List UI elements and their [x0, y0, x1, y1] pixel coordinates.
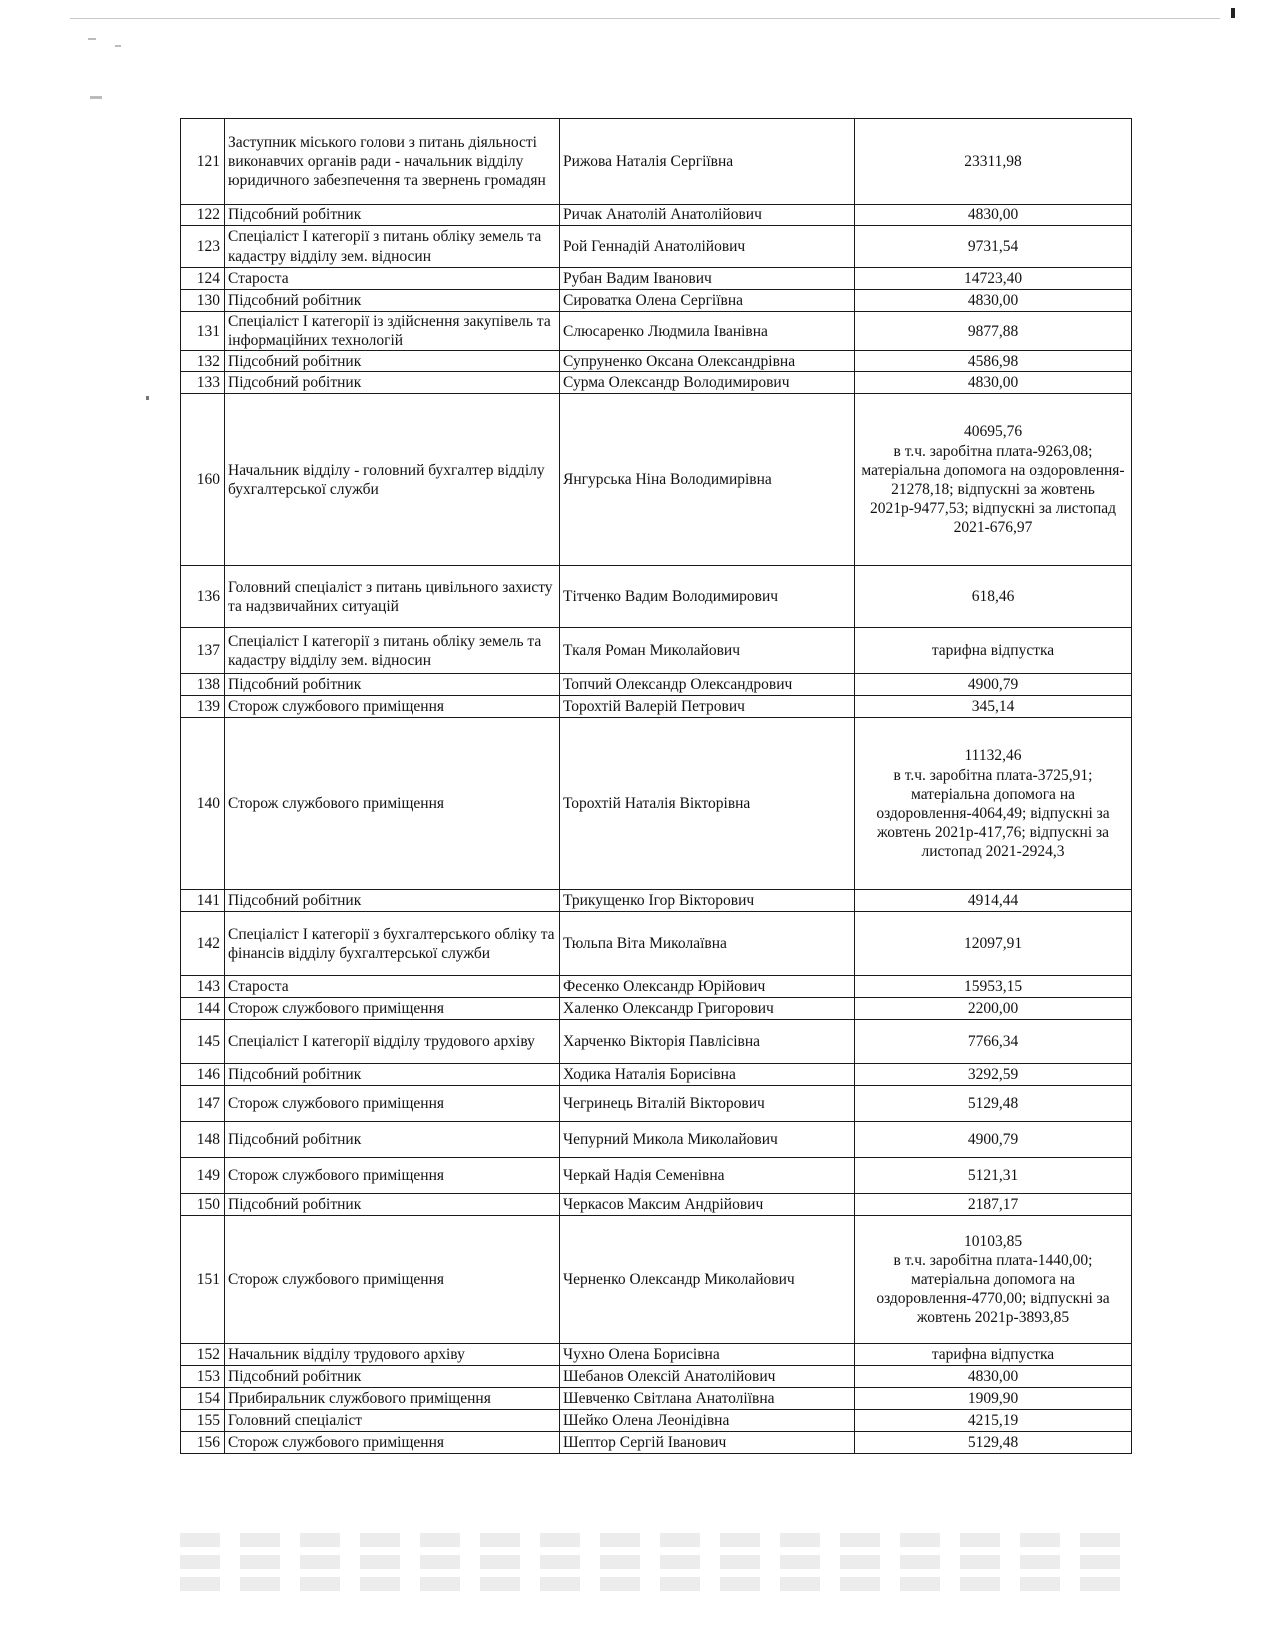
- row-number: 146: [181, 1064, 225, 1086]
- table-row: [181, 205, 1132, 226]
- scan-speck: [88, 38, 96, 40]
- row-position: Староста: [225, 268, 560, 290]
- table-row: [181, 394, 1132, 566]
- row-name: Торохтій Наталія Вікторівна: [560, 718, 855, 890]
- row-name: Шевченко Світлана Анатоліївна: [560, 1388, 855, 1410]
- row-position: Спеціаліст І категорії із здійснення закупівель та інформаційних технологій: [225, 312, 560, 351]
- row-name: Чегринець Віталій Вікторович: [560, 1086, 855, 1122]
- row-number: 149: [181, 1158, 225, 1194]
- row-position: Підсобний робітник: [225, 1194, 560, 1216]
- table-row: [181, 912, 1132, 976]
- row-name: Фесенко Олександр Юрійович: [560, 976, 855, 998]
- row-number: 148: [181, 1122, 225, 1158]
- row-position: Сторож службового приміщення: [225, 1216, 560, 1344]
- row-amount: 4830,00: [855, 1366, 1132, 1388]
- row-number: 132: [181, 351, 225, 372]
- row-name: Ткаля Роман Миколайович: [560, 628, 855, 674]
- row-name: Черненко Олександр Миколайович: [560, 1216, 855, 1344]
- table-row: [181, 372, 1132, 394]
- row-number: 151: [181, 1216, 225, 1344]
- row-name: Тюльпа Віта Миколаївна: [560, 912, 855, 976]
- row-amount: 3292,59: [855, 1064, 1132, 1086]
- row-amount: 23311,98: [855, 119, 1132, 205]
- row-name: Сироватка Олена Сергіївна: [560, 290, 855, 312]
- row-number: 150: [181, 1194, 225, 1216]
- row-name: Слюсаренко Людмила Іванівна: [560, 312, 855, 351]
- table-row: [181, 566, 1132, 628]
- row-number: 130: [181, 290, 225, 312]
- row-number: 124: [181, 268, 225, 290]
- row-position: Головний спеціаліст: [225, 1410, 560, 1432]
- row-position: Сторож службового приміщення: [225, 998, 560, 1020]
- table-row: [181, 1064, 1132, 1086]
- row-name: Рой Геннадій Анатолійович: [560, 226, 855, 268]
- row-number: 143: [181, 976, 225, 998]
- table-row: [181, 718, 1132, 890]
- table-row: [181, 890, 1132, 912]
- row-number: 133: [181, 372, 225, 394]
- table-row: [181, 1086, 1132, 1122]
- bleed-through-shadow: [180, 1525, 1131, 1625]
- row-number: 155: [181, 1410, 225, 1432]
- row-position: Начальник відділу трудового архіву: [225, 1344, 560, 1366]
- row-amount: 1909,90: [855, 1388, 1132, 1410]
- table-row: [181, 1344, 1132, 1366]
- row-position: Сторож службового приміщення: [225, 696, 560, 718]
- row-position: Головний спеціаліст з питань цивільного захисту та надзвичайних ситуацій: [225, 566, 560, 628]
- row-number: 139: [181, 696, 225, 718]
- row-name: Рубан Вадим Іванович: [560, 268, 855, 290]
- table-row: [181, 351, 1132, 372]
- table-row: [181, 1194, 1132, 1216]
- scan-corner-mark: [1231, 8, 1235, 18]
- row-name: Шебанов Олексій Анатолійович: [560, 1366, 855, 1388]
- row-position: Підсобний робітник: [225, 674, 560, 696]
- row-amount: 618,46: [855, 566, 1132, 628]
- table-row: [181, 1366, 1132, 1388]
- row-number: 121: [181, 119, 225, 205]
- row-number: 160: [181, 394, 225, 566]
- row-position: Спеціаліст І категорії відділу трудового архіву: [225, 1020, 560, 1064]
- row-name: Чепурний Микола Миколайович: [560, 1122, 855, 1158]
- row-position: Сторож службового приміщення: [225, 1158, 560, 1194]
- row-name: Трикущенко Ігор Вікторович: [560, 890, 855, 912]
- row-amount: 40695,76 в т.ч. заробітна плата-9263,08; матеріальна допомога на оздоровлення- 21278,18; відпускні за жовтень 2021р-9477,53; відпускні за листопад 2021-676,97: [855, 394, 1132, 566]
- row-number: 131: [181, 312, 225, 351]
- table-row: [181, 1216, 1132, 1344]
- row-name: Ричак Анатолій Анатолійович: [560, 205, 855, 226]
- row-position: Староста: [225, 976, 560, 998]
- row-amount: 9731,54: [855, 226, 1132, 268]
- row-amount: 12097,91: [855, 912, 1132, 976]
- scan-speck: [146, 396, 149, 400]
- row-amount: 5121,31: [855, 1158, 1132, 1194]
- row-number: 136: [181, 566, 225, 628]
- row-amount: 4586,98: [855, 351, 1132, 372]
- table-row: [181, 976, 1132, 998]
- row-amount: 345,14: [855, 696, 1132, 718]
- row-position: Спеціаліст І категорії з питань обліку земель та кадастру відділу зем. відносин: [225, 628, 560, 674]
- scan-edge-line: [70, 18, 1220, 19]
- row-amount: 2187,17: [855, 1194, 1132, 1216]
- row-position: Підсобний робітник: [225, 372, 560, 394]
- row-number: 142: [181, 912, 225, 976]
- row-name: Халенко Олександр Григорович: [560, 998, 855, 1020]
- table-row: [181, 1020, 1132, 1064]
- row-number: 152: [181, 1344, 225, 1366]
- row-amount: 4830,00: [855, 205, 1132, 226]
- row-amount: 4914,44: [855, 890, 1132, 912]
- table-row: [181, 1410, 1132, 1432]
- row-amount: 11132,46 в т.ч. заробітна плата-3725,91; матеріальна допомога на оздоровлення-4064,49; відпускні за жовтень 2021р-417,76; відпускні за листопад 2021-2924,3: [855, 718, 1132, 890]
- row-position: Спеціаліст І категорії з бухгалтерського обліку та фінансів відділу бухгалтерської служби: [225, 912, 560, 976]
- row-amount: 4900,79: [855, 1122, 1132, 1158]
- row-amount: тарифна відпустка: [855, 628, 1132, 674]
- table-row: [181, 674, 1132, 696]
- row-amount: тарифна відпустка: [855, 1344, 1132, 1366]
- row-amount: 15953,15: [855, 976, 1132, 998]
- row-amount: 5129,48: [855, 1086, 1132, 1122]
- row-number: 123: [181, 226, 225, 268]
- table-row: [181, 290, 1132, 312]
- row-name: Торохтій Валерій Петрович: [560, 696, 855, 718]
- row-name: Тітченко Вадим Володимирович: [560, 566, 855, 628]
- row-number: 122: [181, 205, 225, 226]
- row-position: Підсобний робітник: [225, 1064, 560, 1086]
- row-amount: 7766,34: [855, 1020, 1132, 1064]
- row-amount: 14723,40: [855, 268, 1132, 290]
- row-position: Підсобний робітник: [225, 1366, 560, 1388]
- scan-speck: [90, 96, 102, 99]
- row-position: Підсобний робітник: [225, 290, 560, 312]
- row-number: 144: [181, 998, 225, 1020]
- row-number: 137: [181, 628, 225, 674]
- row-position: Заступник міського голови з питань діяльності виконавчих органів ради - начальник відділу юридичного забезпечення та звернень громадян: [225, 119, 560, 205]
- row-name: Рижова Наталія Сергіївна: [560, 119, 855, 205]
- table-body: [181, 119, 1132, 1454]
- row-position: Спеціаліст І категорії з питань обліку земель та кадастру відділу зем. відносин: [225, 226, 560, 268]
- table-row: [181, 628, 1132, 674]
- row-amount: 4830,00: [855, 372, 1132, 394]
- table-row: [181, 119, 1132, 205]
- table-row: [181, 998, 1132, 1020]
- row-position: Сторож службового приміщення: [225, 1432, 560, 1454]
- table-row: [181, 1158, 1132, 1194]
- row-amount: 9877,88: [855, 312, 1132, 351]
- table-row: [181, 312, 1132, 351]
- row-name: Харченко Вікторія Павлісівна: [560, 1020, 855, 1064]
- row-amount: 4215,19: [855, 1410, 1132, 1432]
- row-position: Підсобний робітник: [225, 205, 560, 226]
- row-name: Сурма Олександр Володимирович: [560, 372, 855, 394]
- row-name: Чухно Олена Борисівна: [560, 1344, 855, 1366]
- row-position: Прибиральник службового приміщення: [225, 1388, 560, 1410]
- row-amount: 2200,00: [855, 998, 1132, 1020]
- row-amount: 4830,00: [855, 290, 1132, 312]
- row-number: 154: [181, 1388, 225, 1410]
- row-name: Ходика Наталія Борисівна: [560, 1064, 855, 1086]
- table-row: [181, 1388, 1132, 1410]
- row-amount: 5129,48: [855, 1432, 1132, 1454]
- table-row: [181, 1432, 1132, 1454]
- row-position: Сторож службового приміщення: [225, 1086, 560, 1122]
- table-row: [181, 696, 1132, 718]
- table-row: [181, 226, 1132, 268]
- table-row: [181, 268, 1132, 290]
- scan-speck: [115, 45, 121, 47]
- row-name: Черкасов Максим Андрійович: [560, 1194, 855, 1216]
- row-name: Шейко Олена Леонідівна: [560, 1410, 855, 1432]
- row-position: Підсобний робітник: [225, 890, 560, 912]
- row-position: Підсобний робітник: [225, 1122, 560, 1158]
- row-number: 141: [181, 890, 225, 912]
- row-position: Сторож службового приміщення: [225, 718, 560, 890]
- row-amount: 10103,85 в т.ч. заробітна плата-1440,00; матеріальна допомога на оздоровлення-4770,00; відпускні за жовтень 2021р-3893,85: [855, 1216, 1132, 1344]
- row-number: 153: [181, 1366, 225, 1388]
- row-number: 147: [181, 1086, 225, 1122]
- row-name: Топчий Олександр Олександрович: [560, 674, 855, 696]
- row-number: 138: [181, 674, 225, 696]
- payments-table: [180, 118, 1132, 1454]
- row-number: 156: [181, 1432, 225, 1454]
- table-row: [181, 1122, 1132, 1158]
- row-name: Шептор Сергій Іванович: [560, 1432, 855, 1454]
- row-name: Янгурська Ніна Володимирівна: [560, 394, 855, 566]
- row-position: Підсобний робітник: [225, 351, 560, 372]
- row-name: Черкай Надія Семенівна: [560, 1158, 855, 1194]
- row-number: 140: [181, 718, 225, 890]
- row-amount: 4900,79: [855, 674, 1132, 696]
- row-number: 145: [181, 1020, 225, 1064]
- row-name: Супруненко Оксана Олександрівна: [560, 351, 855, 372]
- row-position: Начальник відділу - головний бухгалтер відділу бухгалтерської служби: [225, 394, 560, 566]
